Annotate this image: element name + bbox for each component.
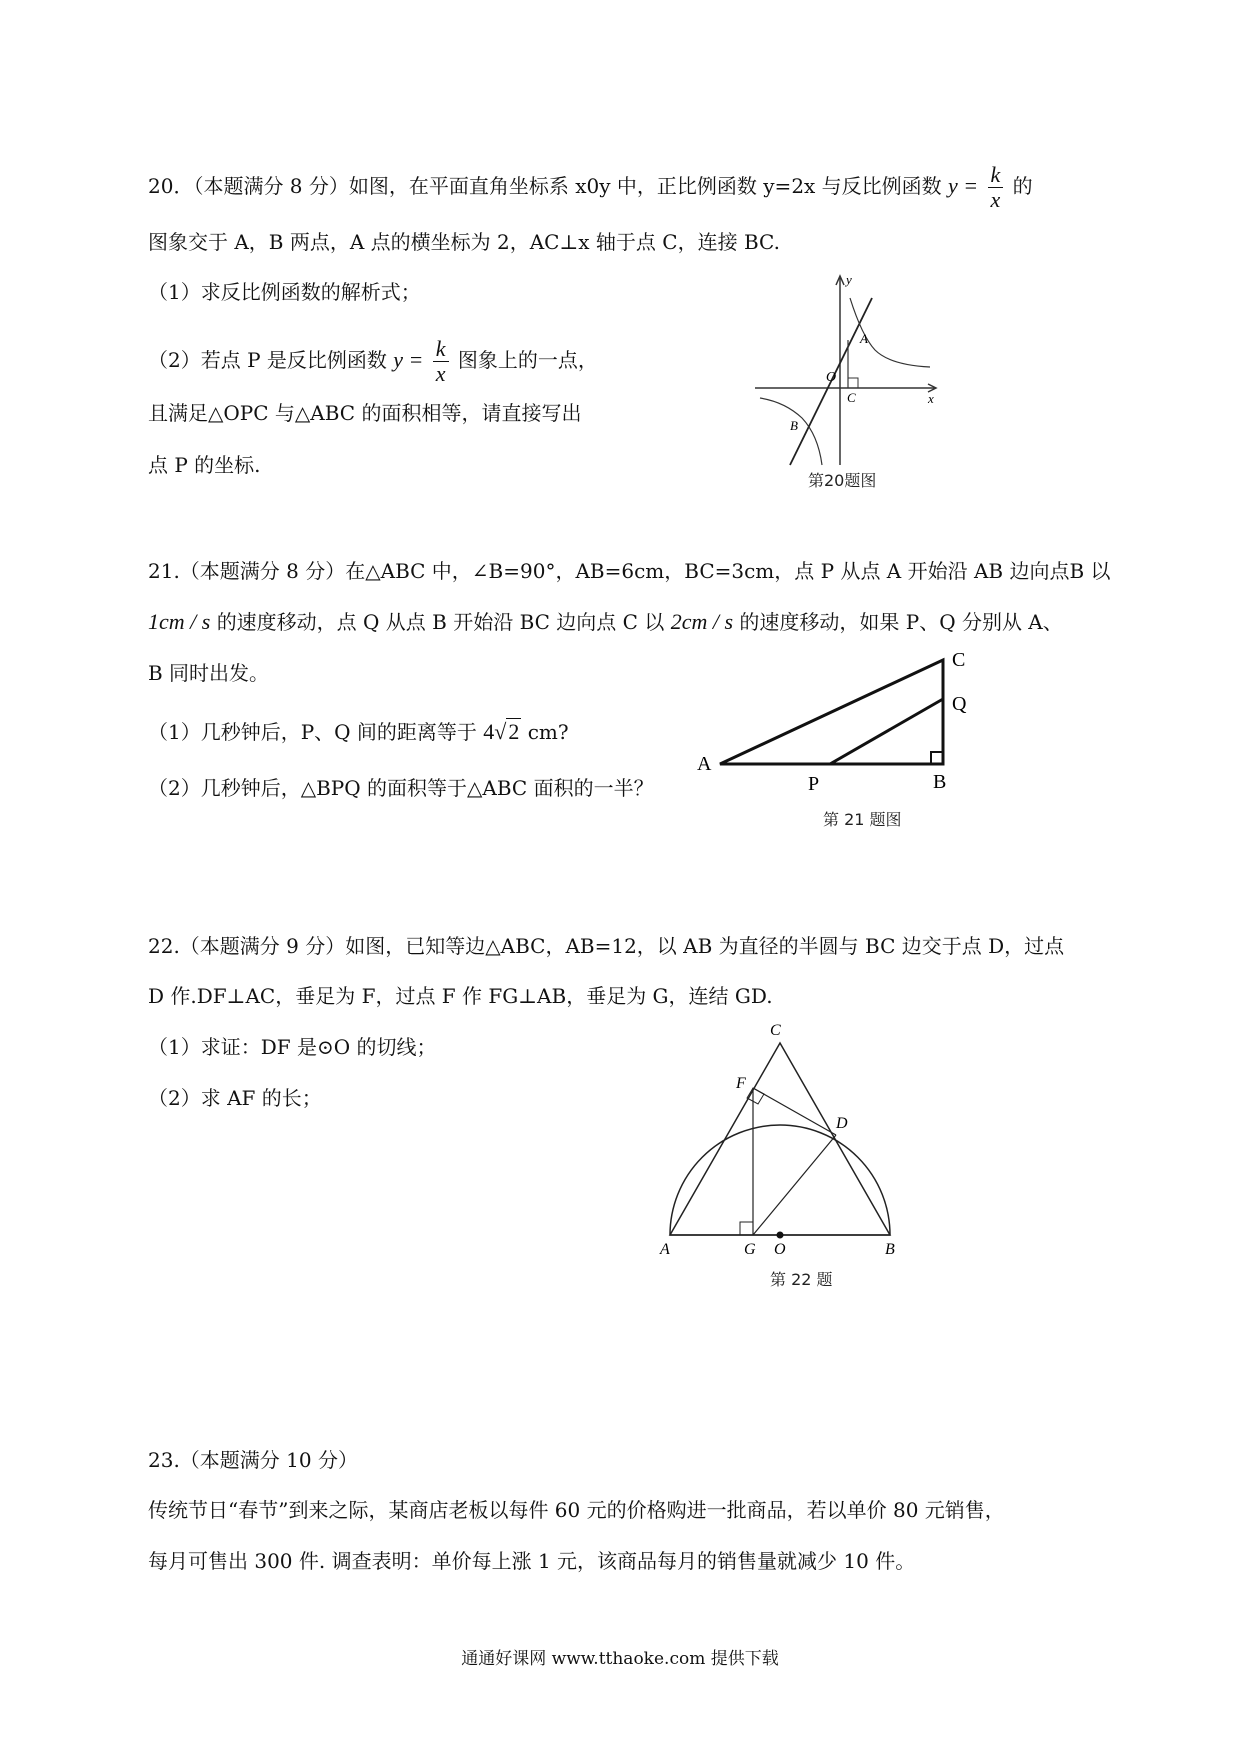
q22-fig-a-label: A (660, 1241, 670, 1258)
q21-part1 (148, 717, 569, 747)
q20-fig-o-label: O (826, 370, 837, 385)
q20-fig-y-label: y (846, 272, 852, 287)
q20-head: 20．（本题满分 8 分）如图，在平面直角坐标系 x0y 中，正比例函数 y=2x 与反比例函数 (148, 174, 942, 198)
q20-line2: 图象交于 A，B 两点，A 点的横坐标为 2，AC⊥x 轴于点 C，连接 BC. (148, 230, 780, 254)
q22-part2: （2）求 AF 的长； (148, 1086, 322, 1110)
q23-line3: 每月可售出 300 件. 调查表明：单价每上涨 1 元，该商品每月的销售量就减少 10 件。 (148, 1549, 916, 1573)
q22-line2: D 作.DF⊥AC，垂足为 F，过点 F 作 FG⊥AB，垂足为 G，连结 GD. (148, 984, 773, 1008)
q21-sqrt-radicand: 2 (508, 719, 520, 744)
q23-line2: 传统节日“春节”到来之际，某商店老板以每件 60 元的价格购进一批商品，若以单价 80 元销售， (148, 1498, 1005, 1522)
q22-part1: （1）求证：DF 是⊙O 的切线； (148, 1035, 437, 1059)
q22-fig-b-label: B (885, 1241, 895, 1258)
q20-part2-pre: （2）若点 P 是反比例函数 (148, 348, 387, 372)
q22-fig-d-label: D (836, 1115, 848, 1132)
q22-fig-f-label: F (736, 1075, 746, 1092)
q20-tail: 的 (1012, 174, 1033, 198)
q20-part2-line2: 且满足△OPC 与△ABC 的面积相等，请直接写出 (148, 401, 582, 425)
q20-frac-den: x (990, 187, 1001, 212)
q21-fig-c-label: C (952, 649, 966, 671)
q21-part1-pre: （1）几秒钟后，P、Q 间的距离等于 (148, 720, 477, 744)
q20-fig-c-label: C (847, 390, 856, 405)
q21-fig-b-label: B (933, 771, 947, 790)
q20-figure (750, 270, 950, 470)
q21-fig-q-label: Q (952, 693, 967, 715)
q20-caption: 第20题图 (808, 471, 877, 490)
q20-line1 (148, 163, 1033, 212)
q21-figure (690, 640, 990, 790)
q20-part1: （1）求反比例函数的解析式； (148, 280, 421, 304)
q21-speed1: 1cm / s (148, 609, 211, 634)
q22-fig-c-label: C (770, 1022, 781, 1039)
q20-part2-lhs: y = (393, 347, 424, 372)
q21-line2-end: 的速度移动，如果 P、Q 分别从 A、 (739, 610, 1063, 634)
q21-speed2: 2cm / s (670, 609, 734, 634)
q22-fig-g-label: G (744, 1241, 756, 1258)
q21-line2-mid: 的速度移动，点 Q 从点 B 开始沿 BC 边向点 C 以 (216, 610, 665, 634)
q21-line1: 21.（本题满分 8 分）在△ABC 中，∠B=90°，AB=6cm，BC=3cm，点 P 从点 A 开始沿 AB 边向点B 以 (148, 559, 1111, 583)
q21-fig-a-label: A (697, 753, 712, 775)
q20-fig-b-label: B (790, 418, 798, 433)
q20-part2-post: 图象上的一点， (457, 348, 598, 372)
q20-part2 (148, 337, 598, 386)
q20-fig-x-label: x (928, 391, 934, 406)
q22-fig-o-label: O (774, 1241, 786, 1258)
q21-part2: （2）几秒钟后，△BPQ 的面积等于△ABC 面积的一半？ (148, 776, 654, 800)
q21-fig-p-label: P (808, 773, 820, 790)
q20-part2-line3: 点 P 的坐标. (148, 453, 261, 477)
page-footer: 通通好课网 www.tthaoke.com 提供下载 (461, 1649, 779, 1669)
q20-frac-num: k (988, 163, 1004, 188)
q20-part2-den: x (435, 361, 446, 386)
q21-part1-unit: cm? (527, 720, 569, 744)
q20-fig-a-label: A (860, 331, 868, 346)
q22-caption: 第 22 题 (770, 1270, 833, 1289)
q21-caption: 第 21 题图 (823, 810, 902, 829)
q22-line1: 22.（本题满分 9 分）如图，已知等边△ABC，AB=12，以 AB 为直径的半圆与 BC 边交于点 D，过点 (148, 934, 1065, 958)
q20-frac-lhs: y = (948, 173, 979, 198)
q21-line2 (148, 607, 1063, 637)
q22-figure (650, 1010, 910, 1260)
q21-sqrt-expr: 4√2 (483, 719, 520, 744)
q20-fraction (988, 163, 1004, 212)
q23-line1: 23.（本题满分 10 分） (148, 1448, 358, 1472)
q21-sqrt-coef: 4 (483, 719, 495, 744)
q21-line3: B 同时出发。 (148, 661, 270, 685)
q20-part2-fraction (433, 337, 449, 386)
q20-part2-num: k (433, 337, 449, 362)
